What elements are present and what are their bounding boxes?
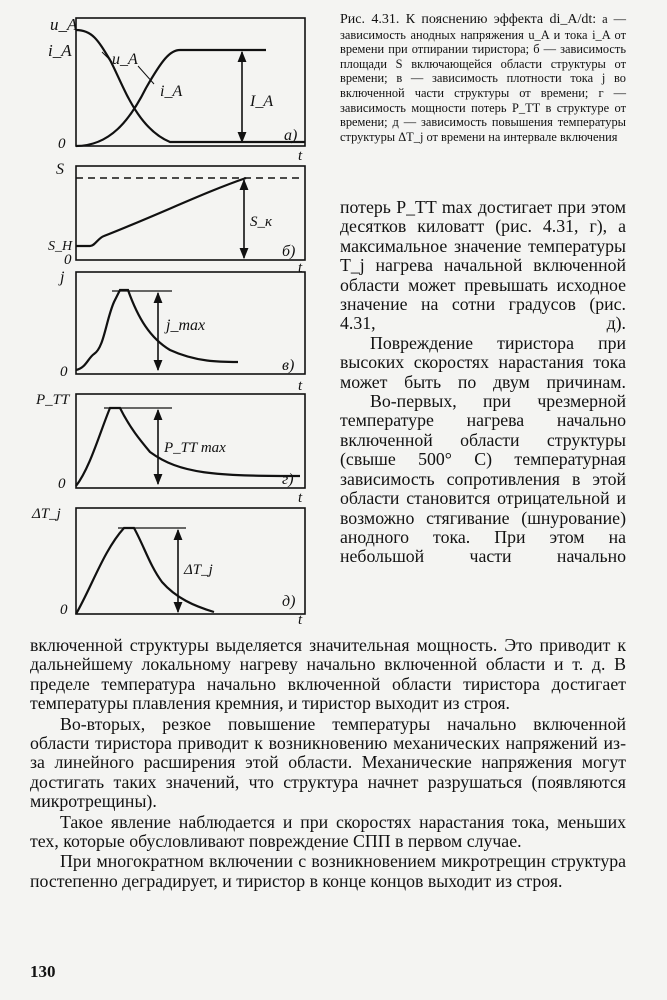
- panel-d-time: t: [298, 490, 303, 506]
- panel-d-zero: 0: [58, 476, 66, 492]
- panel-c-zero: 0: [60, 364, 68, 380]
- panel-b-curve: [76, 178, 246, 246]
- panel-a-curve-label-i: i_A: [160, 83, 183, 100]
- panel-b-start-label: S_Н: [48, 239, 73, 254]
- panel-a-ylabel-u: u_A: [50, 15, 78, 34]
- paragraph-losses: потерь P_TT max достигает при этом десятков киловатт (рис. 4.31, г), а максимальное значение температуры T_j нагрева начальной включенной области может превышать исходное значение на сотни градусов (рис. 4.31, д).: [340, 197, 626, 334]
- wide-text-block: [30, 636, 626, 891]
- panel-b-tag: б): [282, 243, 296, 260]
- panel-e-time: t: [298, 612, 303, 625]
- panel-a-ylabel-i: i_A: [48, 41, 72, 60]
- panel-a-leader: [138, 66, 154, 84]
- paragraph-first-cause-continued: включенной структуры выделяется значительная мощность. Это приводит к дальнейшему локальному нагреву начально включенной области и т. д. В пределе температура начально включенной области тиристора достигает температуры плавления кремния, и тиристор выходит из строя.: [30, 635, 626, 714]
- narrow-text-column: [340, 198, 626, 567]
- panel-e-amplitude-label: ΔT_j: [184, 562, 213, 578]
- panel-a-tag: а): [284, 127, 298, 144]
- panel-c-amplitude-label: j_max: [166, 317, 206, 334]
- caption-body: а — зависимость анодных напряжения u_A и тока i_A от времени при отпирании тиристора; б — зависимость площади S включающейся области структуры от времени; в — зависимость плотности тока j во включенной части структуры от времени; г — зависимость мощности потерь P_TT в структуре от времени; д — зависимость повышения температуры структуры ΔT_j от времени на интервале включения: [340, 12, 626, 144]
- panel-a-zero: 0: [58, 136, 66, 152]
- panel-b-ylabel: S: [56, 161, 64, 178]
- panel-e-tag: д): [282, 593, 296, 610]
- figure-4-31: [0, 0, 340, 625]
- page-number: 130: [30, 962, 56, 981]
- panel-d-amplitude-label: P_TT max: [164, 440, 226, 456]
- panel-a-time: t: [298, 148, 303, 164]
- panel-b-amplitude-label: S_к: [250, 214, 273, 230]
- panel-d-tag: г): [282, 471, 294, 488]
- paragraph-degradation: При многократном включении с возникновением микротрещин структура постепенно деградирует, и тиристор в конце концов выходит из строя.: [30, 851, 626, 891]
- paragraph-first-cause: Во-первых, при чрезмерной температуре нагрева начально включенной области структуры (свыше 500° С) температурная зависимость сопротивления в этой области становится отрицательной и возможно стягивание (шнурование) анодного тока. При этом на небольшой части начально: [340, 391, 626, 567]
- panel-b-zero: 0: [64, 252, 72, 268]
- panel-e-zero: 0: [60, 602, 68, 618]
- panel-b-frame: [76, 166, 305, 260]
- panel-a-curve-label-u: u_A: [112, 51, 138, 68]
- panel-e-ylabel: ΔT_j: [32, 506, 61, 522]
- caption-title: Рис. 4.31. К пояснению эффекта di_A/dt:: [340, 12, 597, 27]
- panel-a-frame: [76, 18, 305, 146]
- panel-e-frame: [76, 508, 305, 614]
- panel-c-curve: [76, 290, 238, 370]
- panel-c-time: t: [298, 378, 303, 394]
- panel-a-amplitude-label: I_A: [250, 93, 274, 110]
- paragraph-second-cause: Во-вторых, резкое повышение температуры начально включенной области тиристора приводит к возникновению механических напряжений из-за линейного расширения этой области. Механические напряжения могут достигать таких значений, что структура начнет разрушаться (появляются микротрещины).: [30, 713, 626, 812]
- panel-c-tag: в): [282, 357, 295, 374]
- panel-c-ylabel: j: [60, 269, 65, 286]
- paragraph-phenomenon: Такое явление наблюдается и при скоростях нарастания тока, меньших тех, которые обусловливают повреждение СПП в первом случае.: [30, 811, 626, 852]
- panel-d-ylabel: P_TT: [36, 392, 70, 408]
- figure-caption: [340, 12, 626, 144]
- panel-b-time: t: [298, 260, 303, 276]
- panel-a-curve-ua: [76, 30, 305, 142]
- paragraph-damage-causes: Повреждение тиристора при высоких скоростях нарастания тока может быть по двум причинам.: [340, 332, 626, 392]
